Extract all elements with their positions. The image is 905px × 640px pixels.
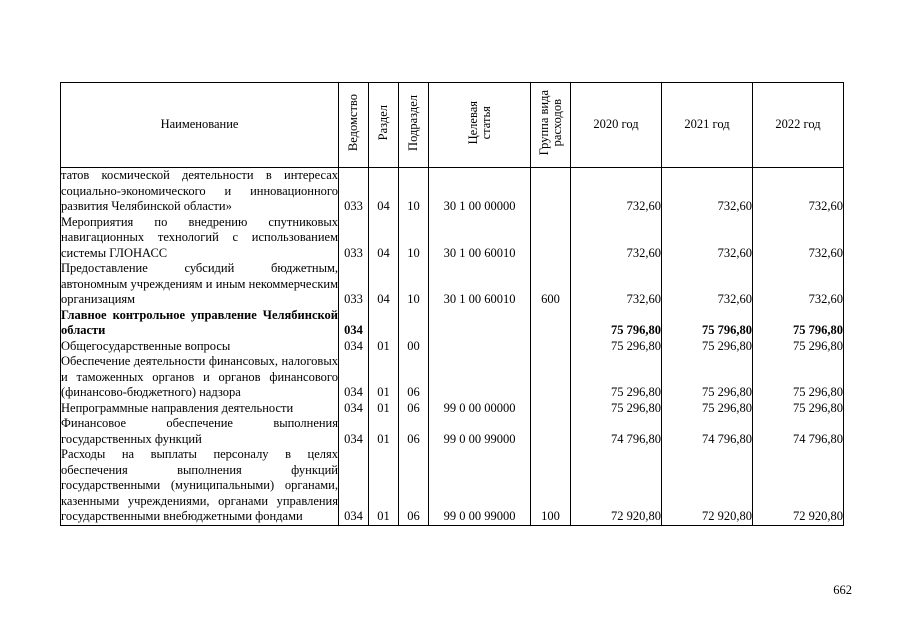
cell-ved: 034 (339, 354, 369, 401)
header-podrazdel: Подраздел (399, 83, 429, 168)
cell-ved: 034 (339, 339, 369, 355)
cell-2020: 74 796,80 (571, 416, 662, 447)
cell-ved: 034 (339, 401, 369, 417)
cell-2021: 74 796,80 (662, 416, 753, 447)
cell-2020: 75 296,80 (571, 339, 662, 355)
header-2021: 2021 год (662, 83, 753, 168)
table-row (61, 339, 844, 355)
cell-podrazdel (399, 308, 429, 339)
cell-podrazdel: 10 (399, 215, 429, 262)
cell-razdel: 01 (369, 401, 399, 417)
cell-gruppa (531, 308, 571, 339)
cell-ved: 033 (339, 215, 369, 262)
table-row (61, 261, 844, 308)
cell-celevaya (429, 308, 531, 339)
cell-podrazdel: 06 (399, 447, 429, 525)
cell-razdel: 04 (369, 215, 399, 262)
header-2022: 2022 год (753, 83, 844, 168)
table-header (61, 83, 844, 168)
cell-celevaya (429, 339, 531, 355)
cell-razdel: 01 (369, 447, 399, 525)
cell-gruppa (531, 215, 571, 262)
cell-name: Предоставление субсидий бюджетным, автономным учреждениям и иным некоммерческим организациям (61, 261, 338, 306)
cell-2022: 75 296,80 (753, 401, 844, 417)
table-row (61, 354, 844, 401)
cell-gruppa (531, 168, 571, 215)
cell-2020: 75 296,80 (571, 401, 662, 417)
cell-2022: 75 296,80 (753, 339, 844, 355)
cell-2021: 732,60 (662, 168, 753, 215)
cell-2020: 72 920,80 (571, 447, 662, 525)
cell-name: Финансовое обеспечение выполнения государственных функций (61, 416, 338, 446)
cell-razdel: 04 (369, 168, 399, 215)
cell-razdel (369, 308, 399, 339)
cell-celevaya: 99 0 00 99000 (429, 447, 531, 525)
cell-gruppa (531, 339, 571, 355)
cell-2020: 732,60 (571, 261, 662, 308)
cell-2022: 75 296,80 (753, 354, 844, 401)
table-body (61, 168, 844, 526)
table-row (61, 215, 844, 262)
cell-2020: 732,60 (571, 168, 662, 215)
cell-name: Мероприятия по внедрению спутниковых навигационных технологий с использованием системы ГЛОНАСС (61, 214, 338, 260)
cell-gruppa: 100 (531, 447, 571, 525)
cell-gruppa (531, 416, 571, 447)
cell-celevaya: 30 1 00 60010 (429, 261, 531, 308)
table-row (61, 308, 844, 339)
cell-ved: 033 (339, 261, 369, 308)
cell-celevaya: 30 1 00 60010 (429, 215, 531, 262)
cell-2020: 732,60 (571, 215, 662, 262)
cell-name: Расходы на выплаты персоналу в целях обеспечения выполнения функций государственными (муниципальными) органами, казенными учреждениями, органами управления государственными внебюджетными фондами (61, 447, 338, 523)
cell-ved: 034 (339, 308, 369, 339)
cell-2021: 732,60 (662, 261, 753, 308)
cell-name: Главное контрольное управление Челябинской области (61, 307, 338, 337)
cell-2020: 75 796,80 (571, 308, 662, 339)
cell-name: Обеспечение деятельности финансовых, налоговых и таможенных органов и органов финансового (финансово-бюджетного) надзора (61, 354, 338, 399)
cell-ved: 033 (339, 168, 369, 215)
header-ved: Ведомство (339, 83, 369, 168)
cell-podrazdel: 00 (399, 339, 429, 355)
cell-2022: 732,60 (753, 215, 844, 262)
cell-celevaya: 99 0 00 00000 (429, 401, 531, 417)
header-name: Наименование (61, 83, 339, 168)
cell-gruppa: 600 (531, 261, 571, 308)
cell-razdel: 01 (369, 339, 399, 355)
cell-2022: 74 796,80 (753, 416, 844, 447)
cell-name: Общегосударственные вопросы (61, 339, 339, 355)
cell-2021: 72 920,80 (662, 447, 753, 525)
cell-2020: 75 296,80 (571, 354, 662, 401)
page-number: 662 (833, 583, 852, 597)
header-2020: 2020 год (571, 83, 662, 168)
cell-podrazdel: 06 (399, 416, 429, 447)
cell-razdel: 01 (369, 416, 399, 447)
table-row (61, 168, 844, 215)
header-razdel: Раздел (369, 83, 399, 168)
cell-podrazdel: 10 (399, 261, 429, 308)
cell-name: Непрограммные направления деятельности (61, 401, 339, 417)
cell-podrazdel: 10 (399, 168, 429, 215)
cell-celevaya: 30 1 00 00000 (429, 168, 531, 215)
cell-name: татов космической деятельности в интересах социально-экономического и инновационного развития Челябинской области» (61, 168, 338, 213)
cell-2021: 75 796,80 (662, 308, 753, 339)
cell-celevaya (429, 354, 531, 401)
cell-2022: 732,60 (753, 261, 844, 308)
cell-2022: 75 796,80 (753, 308, 844, 339)
header-celevaya: Целевая статья (429, 83, 531, 168)
cell-razdel: 01 (369, 354, 399, 401)
cell-2022: 72 920,80 (753, 447, 844, 525)
table-row (61, 416, 844, 447)
cell-2022: 732,60 (753, 168, 844, 215)
cell-gruppa (531, 354, 571, 401)
cell-2021: 75 296,80 (662, 354, 753, 401)
budget-table (60, 82, 844, 526)
cell-gruppa (531, 401, 571, 417)
cell-2021: 732,60 (662, 215, 753, 262)
cell-razdel: 04 (369, 261, 399, 308)
cell-celevaya: 99 0 00 99000 (429, 416, 531, 447)
table-row (61, 401, 844, 417)
cell-ved: 034 (339, 416, 369, 447)
cell-2021: 75 296,80 (662, 401, 753, 417)
cell-podrazdel: 06 (399, 401, 429, 417)
header-gruppa: Группа вида расходов (531, 83, 571, 168)
table-row (61, 447, 844, 525)
cell-ved: 034 (339, 447, 369, 525)
cell-podrazdel: 06 (399, 354, 429, 401)
cell-2021: 75 296,80 (662, 339, 753, 355)
